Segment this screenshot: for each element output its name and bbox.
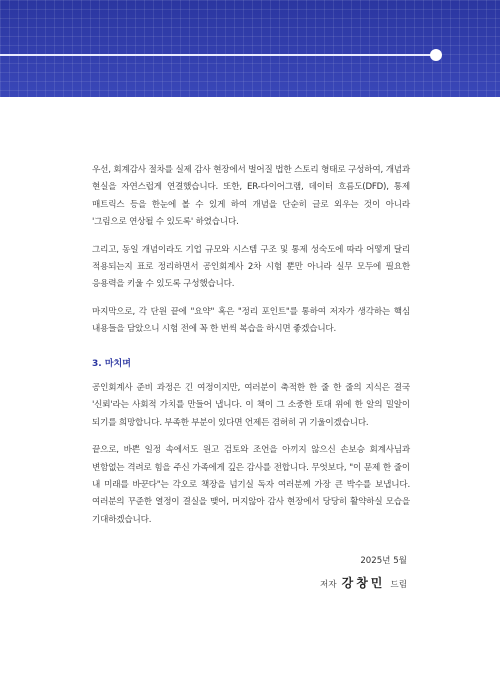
banner-dot	[430, 49, 442, 61]
paragraph: 그리고, 동일 개념이라도 기업 규모와 시스템 구조 및 통제 성숙도에 따라 어떻게 달리 적용되는지 표로 정리하면서 공인회계사 2차 시험 뿐만 아니라 실무 모두에 필요한 응용력을 키울 수 있도록 구성했습니다.	[92, 244, 410, 290]
header-banner	[0, 0, 500, 97]
banner-line	[0, 54, 436, 56]
section-title: 3. 마치며	[92, 359, 131, 369]
paragraph: 공인회계사 준비 과정은 긴 여정이지만, 여러분이 축적한 한 줄 한 줄의 지식은 결국 '신뢰'라는 사회적 가치를 만들어 냅니다. 이 책이 그 소중한 토대 위에 한 알의 밀알이 되기를 희망합니다. 부족한 부분이 있다면 언제든 겸허히 귀 기울이겠습니다.	[92, 383, 410, 428]
paragraph: 끝으로, 바쁜 일정 속에서도 원고 검토와 조언을 아끼지 않으신 손보승 회계사님과 변함없는 격려로 힘을 주신 가족에게 깊은 감사를 전합니다. 무엇보다, "이 문제 한 줄이 내 미래를 바꾼다"는 각오로 책장을 넘기실 독자 여러분께 가장 큰 박수를 보냅니다. 여러분의 꾸준한 열정이 결실을 맺어, 머지않아 감사 현장에서 당당히 활약하실 모습을 기대하겠습니다.	[92, 445, 410, 525]
paragraph: 마지막으로, 각 단원 끝에 "요약" 혹은 "정리 포인트"를 통하여 저자가 생각하는 핵심 내용들을 담았으니 시험 전에 꼭 한 번씩 복습을 하시면 좋겠습니다.	[92, 306, 410, 335]
body-text	[92, 162, 410, 349]
author-name: 강창민	[341, 576, 386, 590]
signature-prefix: 저자	[320, 580, 337, 590]
section-text	[92, 380, 410, 539]
paragraph: 우선, 회계감사 절차를 실제 감사 현장에서 벌어질 법한 스토리 형태로 구성하여, 개념과 현실을 자연스럽게 연결했습니다. 또한, ER-다이어그램, 데이터 흐름도(DFD), 통제 매트릭스 등을 한눈에 볼 수 있게 하여 개념을 단순히 글로 외우는 것이 아니라 '그림으로 연상될 수 있도록' 하였습니다.	[92, 165, 410, 228]
signature-date: 2025년 5월	[360, 556, 407, 566]
signature	[320, 574, 407, 591]
signature-suffix: 드림	[390, 580, 407, 590]
